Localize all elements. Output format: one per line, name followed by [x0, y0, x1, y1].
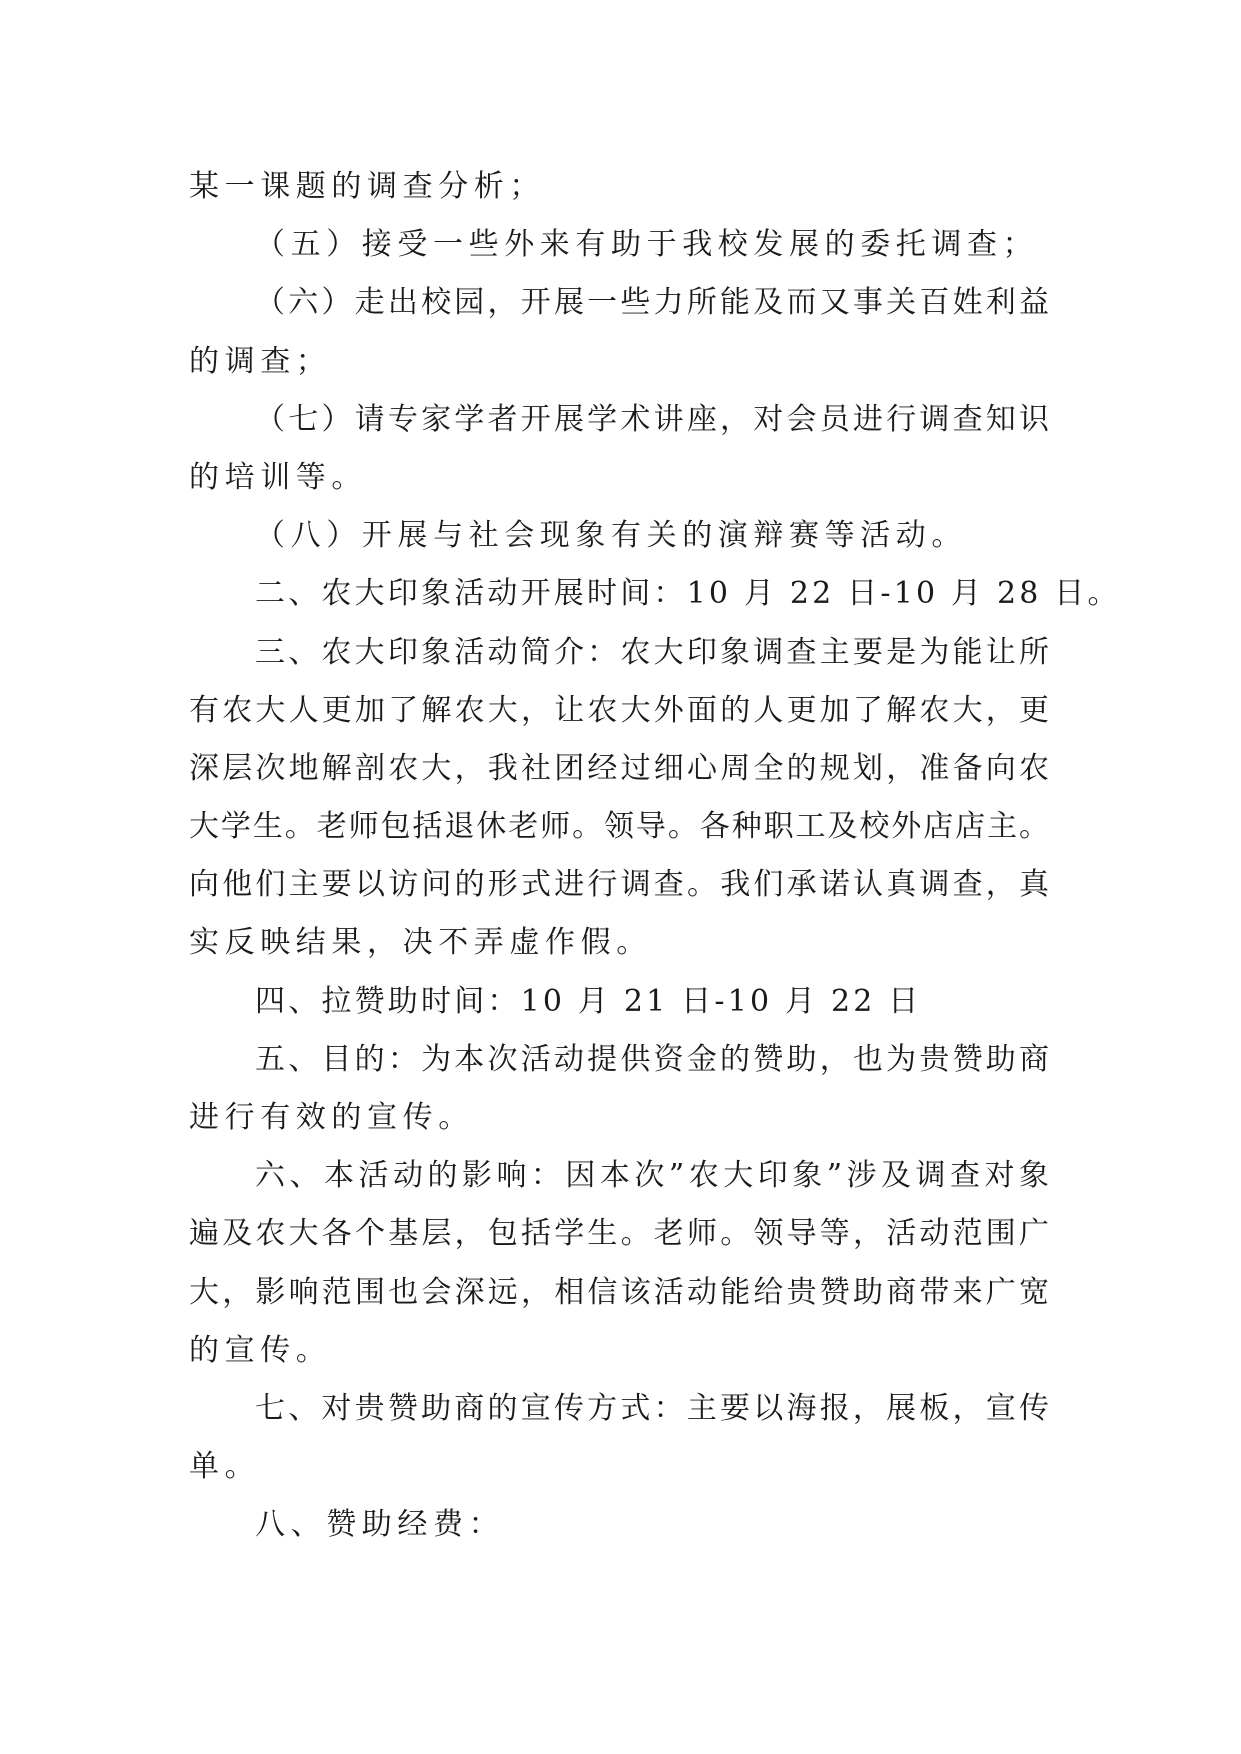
text-line: 实反映结果，决不弄虚作假。: [189, 925, 652, 961]
text-line: 的调查；: [189, 343, 332, 379]
text-line: 有农大人更加了解农大，让农大外面的人更加了解农大，更: [189, 692, 1049, 728]
text-line: 单。: [189, 1449, 261, 1485]
text-line: 大，影响范围也会深远，相信该活动能给贵赞助商带来广宽: [189, 1274, 1049, 1310]
text-line: 的培训等。: [189, 459, 367, 495]
text-line: （五）接受一些外来有助于我校发展的委托调查；: [255, 227, 1039, 263]
text-line: 深层次地解剖农大，我社团经过细心周全的规划，准备向农: [189, 750, 1049, 786]
text-line: 四、拉赞助时间：10 月 21 日-10 月 22 日: [255, 983, 922, 1019]
text-line: （六）走出校园，开展一些力所能及而又事关百姓利益: [255, 285, 1049, 321]
text-line: （八）开展与社会现象有关的演辩赛等活动。: [255, 518, 967, 554]
text-line: 的宣传。: [189, 1332, 332, 1368]
text-line: 八、赞助经费：: [255, 1507, 505, 1543]
text-line: 七、对贵赞助商的宣传方式：主要以海报，展板，宣传: [255, 1390, 1049, 1426]
text-line: 六、本活动的影响：因本次”农大印象”涉及调查对象: [255, 1158, 1049, 1194]
text-line: 五、目的：为本次活动提供资金的赞助，也为贵赞助商: [255, 1041, 1049, 1077]
text-line: 二、农大印象活动开展时间：10 月 22 日-10 月 28 日。: [255, 576, 1121, 612]
text-line: 某一课题的调查分析；: [189, 169, 545, 204]
text-line: 三、农大印象活动简介：农大印象调查主要是为能让所: [255, 634, 1049, 670]
text-line: 遍及农大各个基层，包括学生。老师。领导等，活动范围广: [189, 1216, 1049, 1252]
document-body: [189, 158, 1121, 1555]
text-line: 进行有效的宣传。: [189, 1100, 474, 1135]
text-line: （七）请专家学者开展学术讲座，对会员进行调查知识: [255, 401, 1049, 437]
text-line: 大学生。老师包括退休老师。领导。各种职工及校外店店主。: [189, 809, 1049, 845]
text-line: 向他们主要以访问的形式进行调查。我们承诺认真调查，真: [189, 867, 1049, 903]
